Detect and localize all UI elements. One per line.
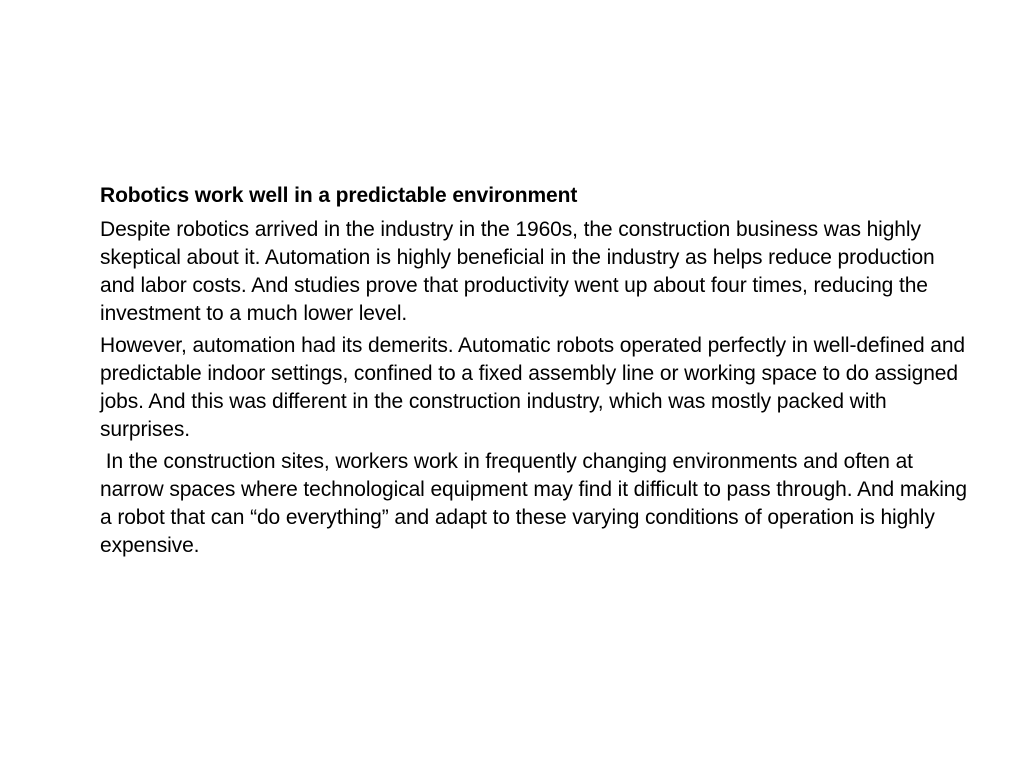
paragraph-2: However, automation had its demerits. Automatic robots operated perfectly in well-defined and predictable indoor settings, confined to a fixed assembly line or working space to do assigned jobs. And this was different in the construction industry, which was mostly packed with surprises. [100,334,966,441]
slide-body [100,180,973,564]
slide-heading: Robotics work well in a predictable environment [100,184,578,207]
paragraph-3: In the construction sites, workers work in frequently changing environments and often at narrow spaces where technological equipment may find it difficult to pass through. And making a robot that can “do everything” and adapt to these varying conditions of operation is highly expensive. [100,450,973,557]
paragraph-1: Despite robotics arrived in the industry in the 1960s, the construction business was highly skeptical about it. Automation is highly beneficial in the industry as helps reduce production and labor costs. And studies prove that productivity went up about four times, reducing the investment to a much lower level. [100,218,935,325]
